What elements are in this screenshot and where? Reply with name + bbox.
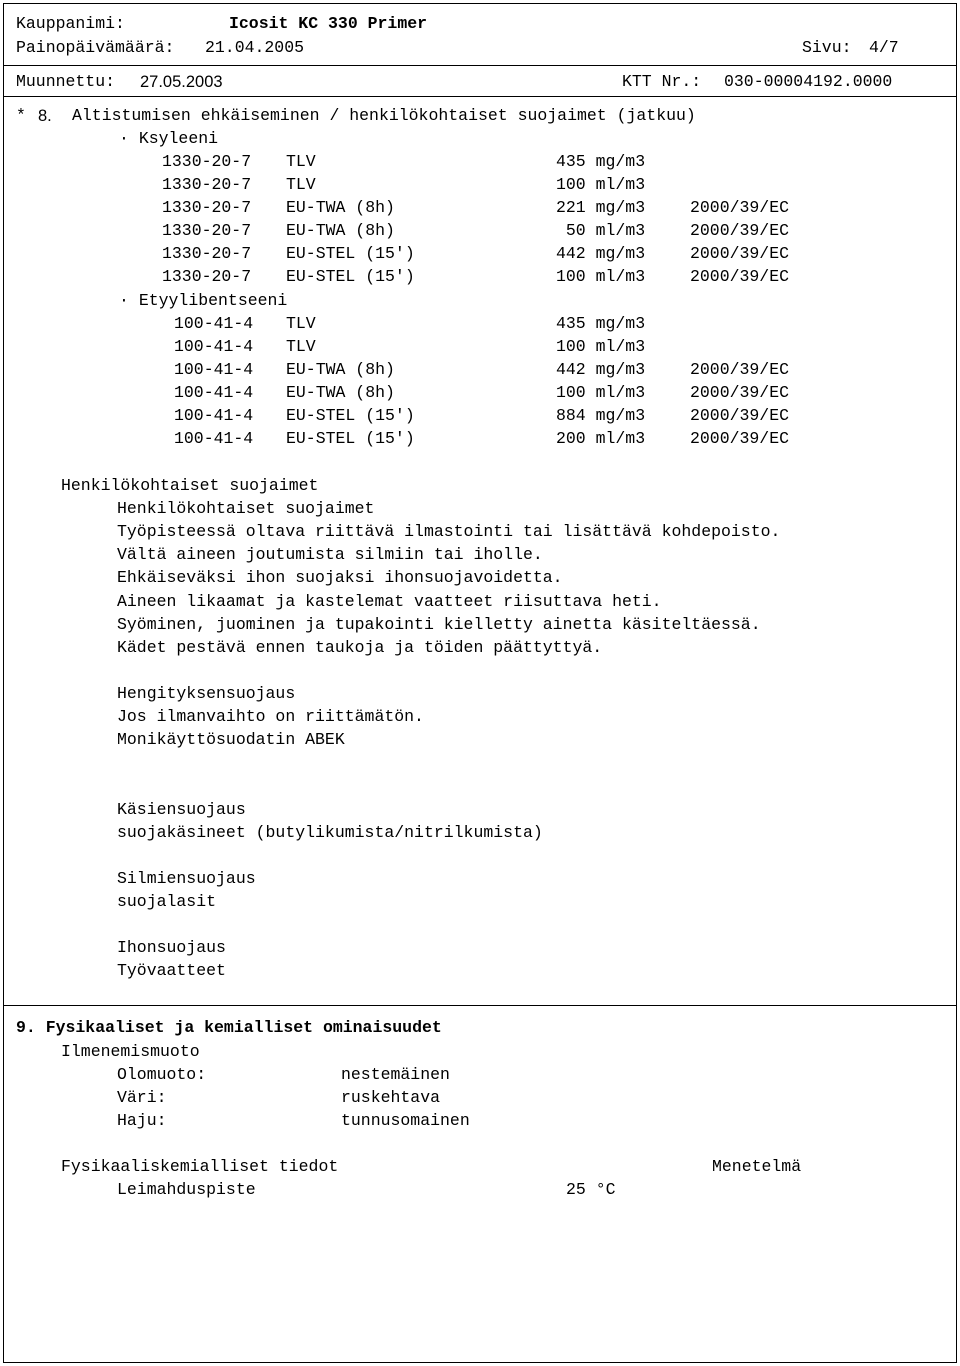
changed-marker: * [16, 106, 26, 125]
limit-type: TLV [286, 175, 316, 194]
cas-number: 1330-20-7 [162, 221, 252, 240]
limit-type: EU-STEL (15') [286, 406, 415, 425]
property-label: Olomuoto: [117, 1065, 207, 1084]
cas-number: 100-41-4 [174, 383, 254, 402]
limit-value: 884 mg/m3 [556, 406, 646, 425]
limit-ref: 2000/39/EC [690, 198, 790, 217]
product-name: Icosit KC 330 Primer [229, 14, 428, 33]
limit-value: 442 mg/m3 [556, 360, 646, 379]
limit-ref: 2000/39/EC [690, 267, 790, 286]
cas-number: 100-41-4 [174, 337, 254, 356]
modified-date: 27.05.2003 [140, 73, 223, 91]
page-label: Sivu: [802, 38, 852, 57]
limit-type: EU-STEL (15') [286, 429, 415, 448]
property-label: Haju: [117, 1111, 167, 1130]
limit-value: 100 ml/m3 [556, 175, 646, 194]
limit-value: 100 ml/m3 [556, 337, 646, 356]
section-divider [3, 1005, 957, 1006]
limit-value: 435 mg/m3 [556, 152, 646, 171]
eye-protection-title: Silmiensuojaus [117, 869, 256, 888]
property-value: tunnusomainen [341, 1111, 470, 1130]
limit-type: TLV [286, 314, 316, 333]
limit-ref: 2000/39/EC [690, 360, 790, 379]
limit-type: TLV [286, 152, 316, 171]
limit-value: 200 ml/m3 [556, 429, 646, 448]
limit-value: 100 ml/m3 [556, 383, 646, 402]
limit-ref: 2000/39/EC [690, 221, 790, 240]
limit-type: EU-TWA (8h) [286, 198, 395, 217]
cas-number: 100-41-4 [174, 360, 254, 379]
modified-label: Muunnettu: [16, 72, 116, 91]
limit-ref: 2000/39/EC [690, 429, 790, 448]
cas-number: 1330-20-7 [162, 175, 252, 194]
limit-value: 442 mg/m3 [556, 244, 646, 263]
ppe-line: Syöminen, juominen ja tupakointi kielletty ainetta käsiteltäessä. [117, 615, 761, 634]
eye-protection-line: suojalasit [117, 892, 217, 911]
skin-protection-title: Ihonsuojaus [117, 938, 226, 957]
respiratory-title: Hengityksensuojaus [117, 684, 296, 703]
print-date-label: Painopäivämäärä: [16, 38, 175, 57]
cas-number: 1330-20-7 [162, 267, 252, 286]
respiratory-line: Monikäyttösuodatin ABEK [117, 730, 345, 749]
property-value: nestemäinen [341, 1065, 450, 1084]
limit-type: EU-TWA (8h) [286, 360, 395, 379]
product-label: Kauppanimi: [16, 14, 125, 33]
skin-protection-line: Työvaatteet [117, 961, 226, 980]
header-divider [3, 65, 957, 66]
substance-name: · Etyylibentseeni [119, 291, 288, 310]
limit-ref: 2000/39/EC [690, 383, 790, 402]
ktt-label: KTT Nr.: [622, 72, 702, 91]
appearance-heading: Ilmenemismuoto [61, 1042, 200, 1061]
limit-value: 221 mg/m3 [556, 198, 646, 217]
method-heading: Menetelmä [712, 1157, 802, 1176]
ppe-line: Kädet pestävä ennen taukoja ja töiden päättyttyä. [117, 638, 603, 657]
ppe-line: Työpisteessä oltava riittävä ilmastointi tai lisättävä kohdepoisto. [117, 522, 781, 541]
limit-type: EU-TWA (8h) [286, 221, 395, 240]
physchem-heading: Fysikaaliskemialliset tiedot [61, 1157, 339, 1176]
ppe-heading: Henkilökohtaiset suojaimet [61, 476, 319, 495]
limit-type: EU-TWA (8h) [286, 383, 395, 402]
limit-value: 50 ml/m3 [565, 221, 646, 240]
hand-protection-title: Käsiensuojaus [117, 800, 246, 819]
cas-number: 100-41-4 [174, 429, 254, 448]
print-date: 21.04.2005 [205, 38, 305, 57]
cas-number: 100-41-4 [174, 314, 254, 333]
hand-protection-line: suojakäsineet (butylikumista/nitrilkumista) [117, 823, 543, 842]
limit-value: 100 ml/m3 [556, 267, 646, 286]
limit-type: EU-STEL (15') [286, 244, 415, 263]
section-8-number: 8. [38, 107, 52, 125]
section-9-title: 9. Fysikaaliset ja kemialliset ominaisuudet [16, 1018, 442, 1037]
flash-point-label: Leimahduspiste [117, 1180, 256, 1199]
ppe-line: Aineen likaamat ja kastelemat vaatteet riisuttava heti. [117, 592, 662, 611]
limit-value: 435 mg/m3 [556, 314, 646, 333]
ppe-subheading: Henkilökohtaiset suojaimet [117, 499, 375, 518]
limit-type: TLV [286, 337, 316, 356]
limit-ref: 2000/39/EC [690, 406, 790, 425]
limit-type: EU-STEL (15') [286, 267, 415, 286]
page-number: 4/7 [869, 38, 899, 57]
section-8-title: Altistumisen ehkäiseminen / henkilökohtaiset suojaimet (jatkuu) [72, 106, 696, 125]
property-label: Väri: [117, 1088, 167, 1107]
header-divider-2 [3, 96, 957, 97]
property-value: ruskehtava [341, 1088, 441, 1107]
ppe-line: Vältä aineen joutumista silmiin tai iholle. [117, 545, 543, 564]
ppe-line: Ehkäiseväksi ihon suojaksi ihonsuojavoidetta. [117, 568, 563, 587]
respiratory-line: Jos ilmanvaihto on riittämätön. [117, 707, 424, 726]
cas-number: 1330-20-7 [162, 152, 252, 171]
cas-number: 1330-20-7 [162, 244, 252, 263]
cas-number: 1330-20-7 [162, 198, 252, 217]
ktt-number: 030-00004192.0000 [724, 72, 893, 91]
limit-ref: 2000/39/EC [690, 244, 790, 263]
flash-point-value: 25 °C [566, 1180, 616, 1199]
cas-number: 100-41-4 [174, 406, 254, 425]
substance-name: · Ksyleeni [119, 129, 219, 148]
